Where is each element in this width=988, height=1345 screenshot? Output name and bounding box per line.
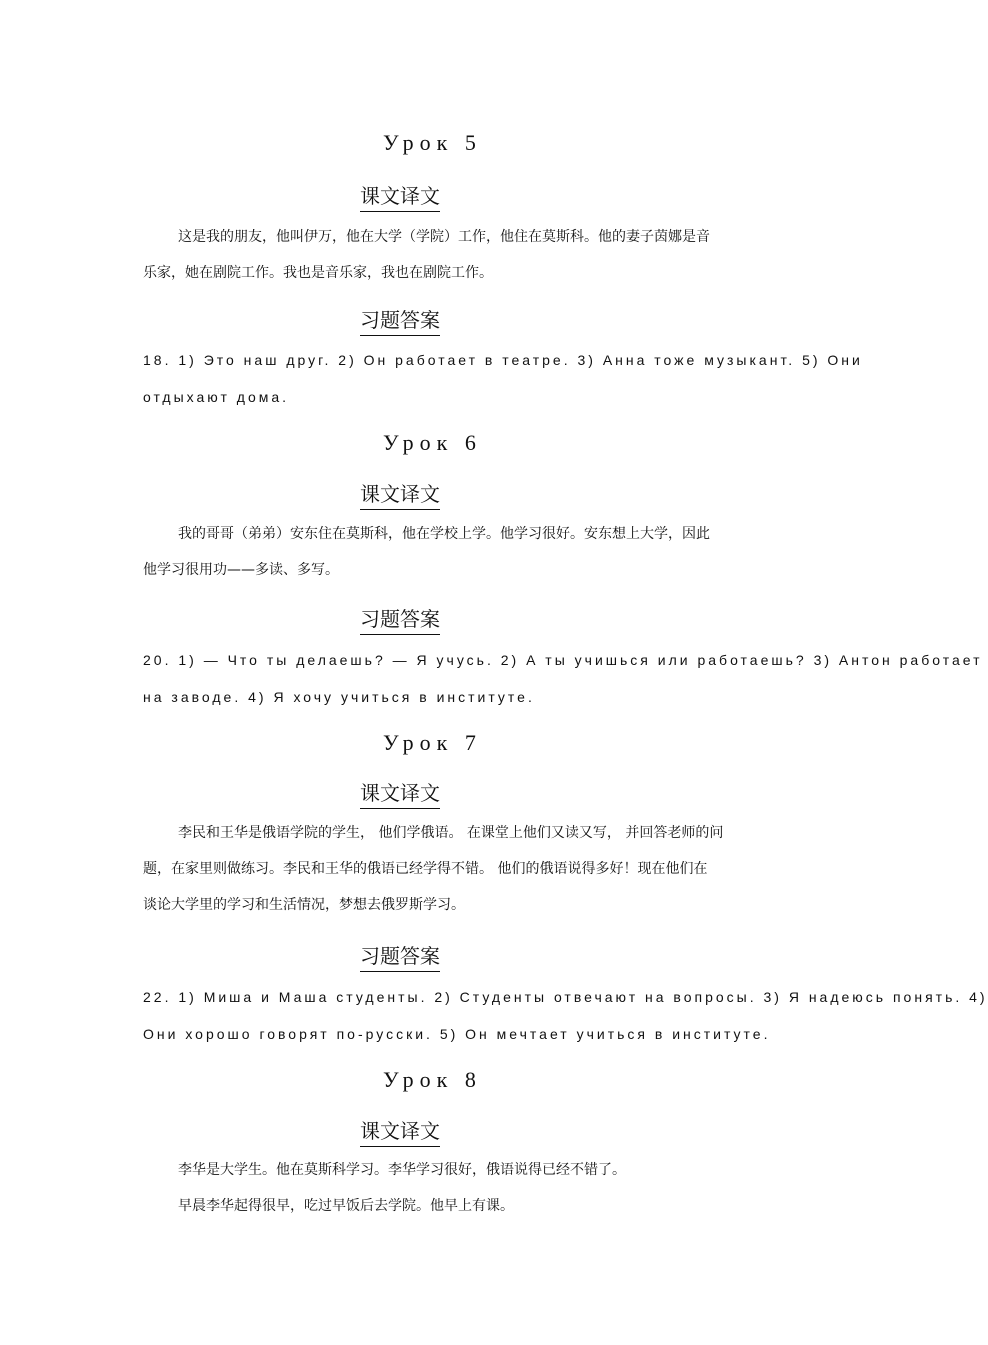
lesson-7-answers-heading: 习题答案: [360, 940, 440, 972]
translation-line: 题，在家里则做练习。李民和王华的俄语已经学得不错。 他们的俄语说得多好！现在他们在: [143, 861, 708, 877]
answer-line: 22. 1) Миша и Маша студенты. 2) Студенты отвечают на вопросы. 3) Я надеюсь понять. 4): [143, 989, 988, 1005]
answer-line: 20. 1) — Что ты делаешь? — Я учусь. 2) А ты учишься или работаешь? 3) Антон работает: [143, 652, 983, 668]
answer-line: на заводе. 4) Я хочу учиться в институте.: [143, 689, 535, 705]
translation-line: 他学习很用功——多读、多写。: [143, 562, 339, 578]
lesson-5-translation: [143, 219, 833, 291]
answer-line: 18. 1) Это наш друг. 2) Он работает в театре. 3) Анна тоже музыкант. 5) Они: [143, 352, 863, 368]
lesson-6-answers-heading: 习题答案: [360, 603, 440, 635]
lesson-7-translation-heading: 课文译文: [360, 777, 440, 809]
translation-line: 李民和王华是俄语学院的学生， 他们学俄语。 在课堂上他们又读又写， 并回答老师的问: [178, 825, 724, 841]
lesson-8-translation: [143, 1152, 833, 1224]
lesson-8-title: Урок 8: [383, 1067, 482, 1092]
translation-line: 谈论大学里的学习和生活情况，梦想去俄罗斯学习。: [143, 897, 465, 913]
lesson-7-title: Урок 7: [383, 730, 482, 755]
translation-line: 李华是大学生。他在莫斯科学习。李华学习很好，俄语说得已经不错了。: [178, 1162, 626, 1178]
lesson-6-translation: [143, 516, 833, 588]
lesson-6-answers: [143, 642, 983, 716]
lesson-8-translation-heading: 课文译文: [360, 1115, 440, 1147]
lesson-5-translation-heading: 课文译文: [360, 180, 440, 212]
translation-line: 我的哥哥（弟弟）安东住在莫斯科，他在学校上学。他学习很好。安东想上大学，因此: [178, 526, 710, 542]
lesson-6-translation-heading: 课文译文: [360, 478, 440, 510]
lesson-7-answers: [143, 979, 988, 1053]
lesson-5-title: Урок 5: [383, 130, 482, 155]
lesson-7-translation: [143, 815, 833, 923]
translation-line: 早晨李华起得很早，吃过早饭后去学院。他早上有课。: [178, 1198, 514, 1214]
answer-line: отдыхают дома.: [143, 389, 290, 405]
translation-line: 乐家，她在剧院工作。我也是音乐家，我也在剧院工作。: [143, 265, 493, 281]
answer-line: Они хорошо говорят по-русски. 5) Он мечтает учиться в институте.: [143, 1026, 771, 1042]
translation-line: 这是我的朋友，他叫伊万，他在大学（学院）工作，他住在莫斯科。他的妻子茵娜是音: [178, 229, 710, 245]
lesson-5-answers: [143, 342, 863, 416]
lesson-6-title: Урок 6: [383, 430, 482, 455]
lesson-5-answers-heading: 习题答案: [360, 304, 440, 336]
